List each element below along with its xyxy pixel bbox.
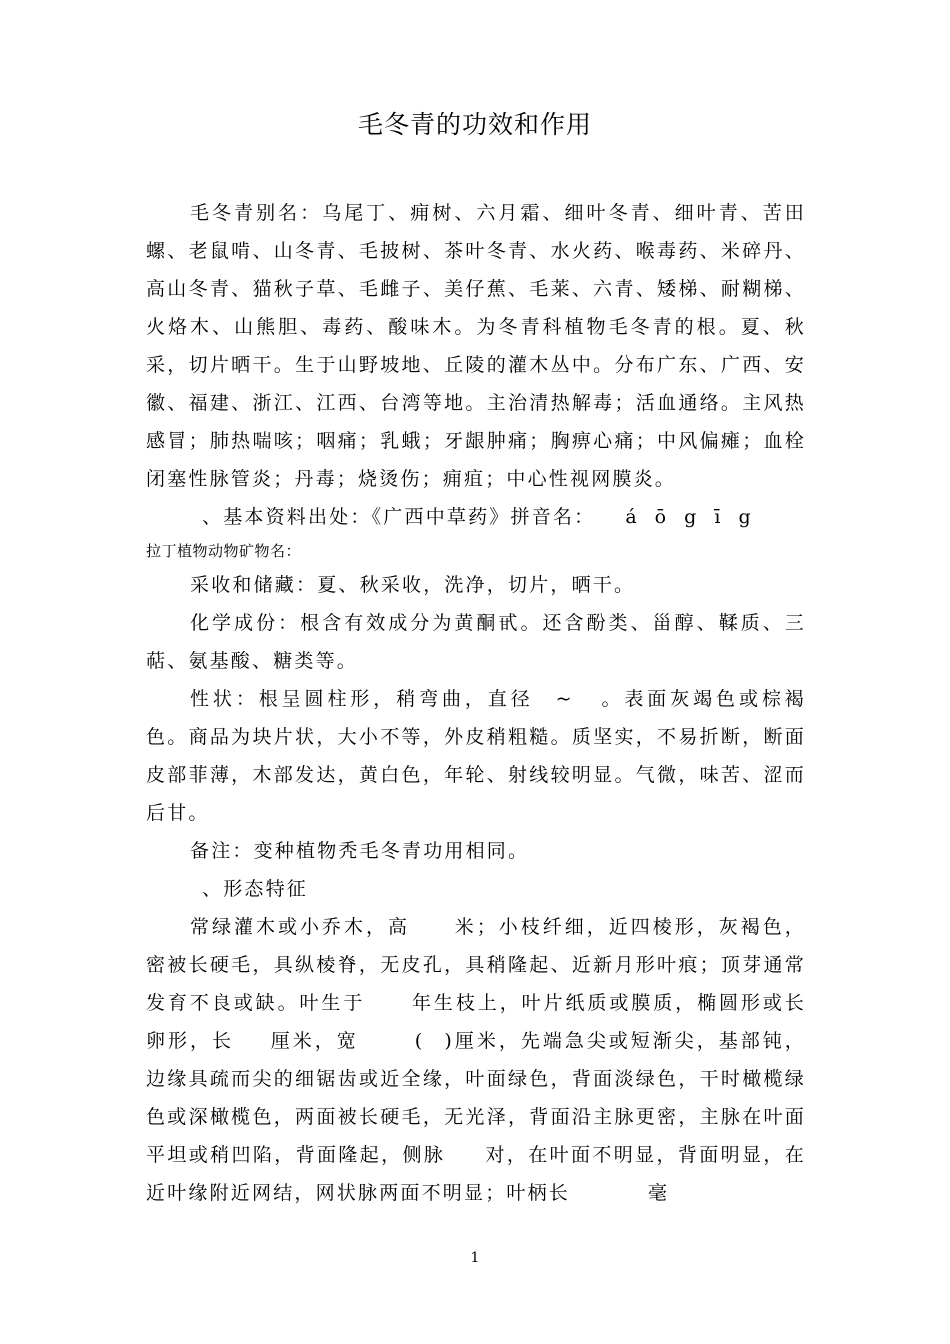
morphology-text-5: ( [414,1030,425,1052]
paragraph-latin-name: 拉丁植物动物矿物名： [146,542,302,560]
morphology-text-7: 对，在叶面不明显，背面明显，在近叶缘附近网结，网状脉两面不明显；叶柄长 [146,1144,806,1204]
morphology-text-4: 厘米，宽 [270,1030,359,1052]
paragraph-properties [146,680,806,832]
alias-text: 乌尾丁、痈树、六月霜、细叶冬青、细叶青、苦田螺、老鼠啃、山冬青、毛披树、茶叶冬青、水火药、喉毒药、米碎丹、高山冬青、猫秋子草、毛雌子、美仔蕉、毛莱、六青、矮梯、耐糊梯、火烙木、山熊胆、毒药、酸味木。为冬青科植物毛冬青的根。夏、秋采，切片晒干。生于山野坡地、丘陵的灌木丛中。分布广东、广西、安徽、福建、浙江、江西、台湾等地。主治清热解毒；活血通络。主风热感冒；肺热喘咳；咽痛；乳蛾；牙龈肿痛；胸痹心痛；中风偏瘫；血栓闭塞性脉管炎；丹毒；烧烫伤；痈疽；中心性视网膜炎。 [146,202,807,490]
properties-text-b: ~ [555,688,574,710]
paragraph-chemistry: 化学成份：根含有效成分为黄酮甙。还含酚类、甾醇、鞣质、三萜、氨基酸、糖类等。 [146,612,806,672]
pinyin-text: á ō g ī g [625,506,757,528]
morphology-text-3: 年生枝上，叶片纸质或膜质，椭圆形或长卵形，长 [146,992,806,1052]
morphology-text-1: 常绿灌木或小乔木，高 [190,916,410,938]
heading-morphology: 、形态特征 [202,878,309,900]
paragraph-basic-info [146,498,806,536]
morphology-text-6: )厘米，先端急尖或短渐尖，基部钝，边缘具疏而尖的细锯齿或近全缘，叶面绿色，背面淡绿色，干时橄榄绿色或深橄榄色，两面被长硬毛，无光泽，背面沿主脉更密，主脉在叶面平坦或稍凹陷，背面隆起，侧脉 [146,1030,806,1166]
morphology-text-8: 毫 [648,1182,670,1204]
paragraph-harvest: 采收和储藏：夏、秋采收，洗净，切片，晒干。 [190,574,636,596]
morphology-text-2: 米；小枝纤细，近四棱形，灰褐色，密被长硬毛，具纵棱脊，无皮孔，具稍隆起、近新月形叶痕；顶芽通常发育不良或缺。叶生于 [146,916,806,1014]
paragraph-alias [146,194,806,498]
paragraph-note: 备注：变种植物秃毛冬青功用相同。 [190,840,530,862]
basic-info-text: 、基本资料出处：《广西中草药》拼音名： [202,506,596,528]
page-title: 毛冬青的功效和作用 [357,110,592,139]
properties-text-c: 。表面灰竭色或棕褐色。商品为块片状，大小不等，外皮稍粗糙。质坚实，不易折断，断面皮部菲薄，木部发达，黄白色，年轮、射线较明显。气微，味苦、涩而后甘。 [146,688,806,824]
alias-label: 毛冬青别名： [190,202,323,224]
document-body [146,194,806,1212]
page-number: 1 [470,1250,480,1266]
properties-text-a: 性状：根呈圆柱形，稍弯曲，直径 [190,688,534,710]
paragraph-morphology [146,908,806,1212]
